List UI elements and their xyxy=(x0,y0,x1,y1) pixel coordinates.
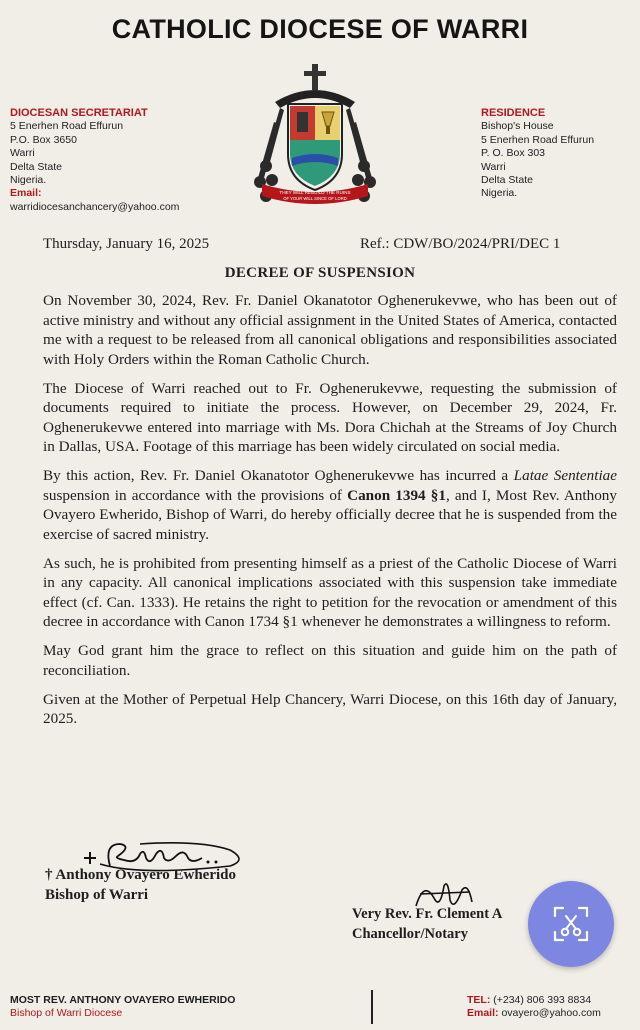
body-paragraph: Given at the Mother of Perpetual Help Chancery, Warri Diocese, on this 16th day of January, 2025. xyxy=(43,690,617,727)
secretariat-line: Warri xyxy=(10,147,35,160)
residence-line: 5 Enerhen Road Effurun xyxy=(481,133,595,146)
crop-scissors-button[interactable] xyxy=(528,881,614,967)
residence-address xyxy=(481,107,594,201)
residence-heading: RESIDENCE xyxy=(481,107,546,119)
body-text: suspension in accordance with the provisions of xyxy=(43,486,348,504)
diocese-crest-icon xyxy=(250,62,380,212)
footer-tel: (+234) 806 393 8834 xyxy=(493,994,592,1006)
body-paragraph: As such, he is prohibited from presenting himself as a priest of the Catholic Diocese of Warri in any capacity. All canonical implications associated with this suspension take immediate effect (cf. Can. 1333). He retains the right to petition for the revocation or amendment of this decree in accordance with Canon 1734 §1 whenever he demonstrates a willingness to reform. xyxy=(43,554,617,630)
document-reference: Ref.: CDW/BO/2024/PRI/DEC 1 xyxy=(360,236,561,252)
secretariat-email-label: Email: xyxy=(10,187,42,200)
footer-diocese: Bishop of Warri Diocese xyxy=(10,1007,123,1019)
chancellor-signature-block xyxy=(352,904,502,944)
secretariat-line: Nigeria. xyxy=(10,174,47,187)
footer-bishop xyxy=(10,994,235,1020)
footer-email-label: Email: xyxy=(467,1007,499,1019)
body-paragraph xyxy=(43,466,617,544)
secretariat-address xyxy=(10,107,179,214)
footer-tel-label: TEL: xyxy=(467,994,491,1006)
secretariat-line: P.O. Box 3650 xyxy=(10,133,77,146)
decree-body xyxy=(43,291,617,738)
crest-motto-1: THEY WILL REBUILD THE RUINS xyxy=(279,190,351,195)
bishop-signature-block xyxy=(45,866,236,905)
chancellor-name: Very Rev. Fr. Clement A xyxy=(352,906,503,922)
residence-line: Bishop's House xyxy=(481,120,554,133)
residence-line: Warri xyxy=(481,160,506,173)
body-paragraph: On November 30, 2024, Rev. Fr. Daniel Okanatotor Oghenerukevwe, who has been out of active ministry and without any official assignment in the United States of America, contacted me with a request to be released from all canonical obligations and responsibilities associated with Holy Orders within the Roman Catholic Church. xyxy=(43,292,617,368)
latin-term: Latae Sententiae xyxy=(513,467,618,484)
canon-reference: Canon 1394 §1 xyxy=(347,486,446,504)
body-text: , and I, Most Rev. Anthony Ovayero Ewherido, Bishop of Warri, do hereby officially decree that he is suspended from the exercise of sacred ministry. xyxy=(43,486,617,543)
crest-motto-2: OF YOUR WILL SINCE OF LORD xyxy=(283,196,347,201)
secretariat-heading: DIOCESAN SECRETARIAT xyxy=(10,107,148,119)
residence-line: Nigeria. xyxy=(481,187,518,200)
footer-divider xyxy=(371,990,373,1024)
scissors-crop-icon xyxy=(551,904,591,944)
bishop-name: † Anthony Ovayero Ewherido xyxy=(45,867,236,883)
bishop-title: Bishop of Warri xyxy=(45,886,149,903)
footer-bishop-name: MOST REV. ANTHONY OVAYERO EWHERIDO xyxy=(10,994,236,1006)
document-date: Thursday, January 16, 2025 xyxy=(43,236,210,252)
footer-email: ovayero@yahoo.com xyxy=(501,1007,601,1019)
body-text: By this action, Rev. Fr. Daniel Okanatotor Oghenerukevwe has incurred a xyxy=(43,467,514,484)
letterhead-title: CATHOLIC DIOCESE OF WARRI xyxy=(111,14,529,44)
body-paragraph: May God grant him the grace to reflect on this situation and guide him on the path of reconciliation. xyxy=(43,642,617,679)
footer-contact xyxy=(467,994,601,1020)
decree-title: DECREE OF SUSPENSION xyxy=(224,265,416,281)
secretariat-line: Delta State xyxy=(10,160,62,173)
body-paragraph: The Diocese of Warri reached out to Fr. Oghenerukevwe, requesting the submission of documents required to initiate the process. However, on December 29, 2024, Fr. Oghenerukevwe entered into marriage with Ms. Dora Chichah at the Streams of Joy Church in Dallas, USA. Footage of this marriage has been widely circulated on social media. xyxy=(43,379,617,455)
residence-line: Delta State xyxy=(481,174,533,187)
chancellor-title: Chancellor/Notary xyxy=(352,926,468,942)
residence-line: P. O. Box 303 xyxy=(481,147,546,160)
secretariat-email: warridiocesanchancery@yahoo.com xyxy=(10,200,180,213)
secretariat-line: 5 Enerhen Road Effurun xyxy=(10,120,124,133)
